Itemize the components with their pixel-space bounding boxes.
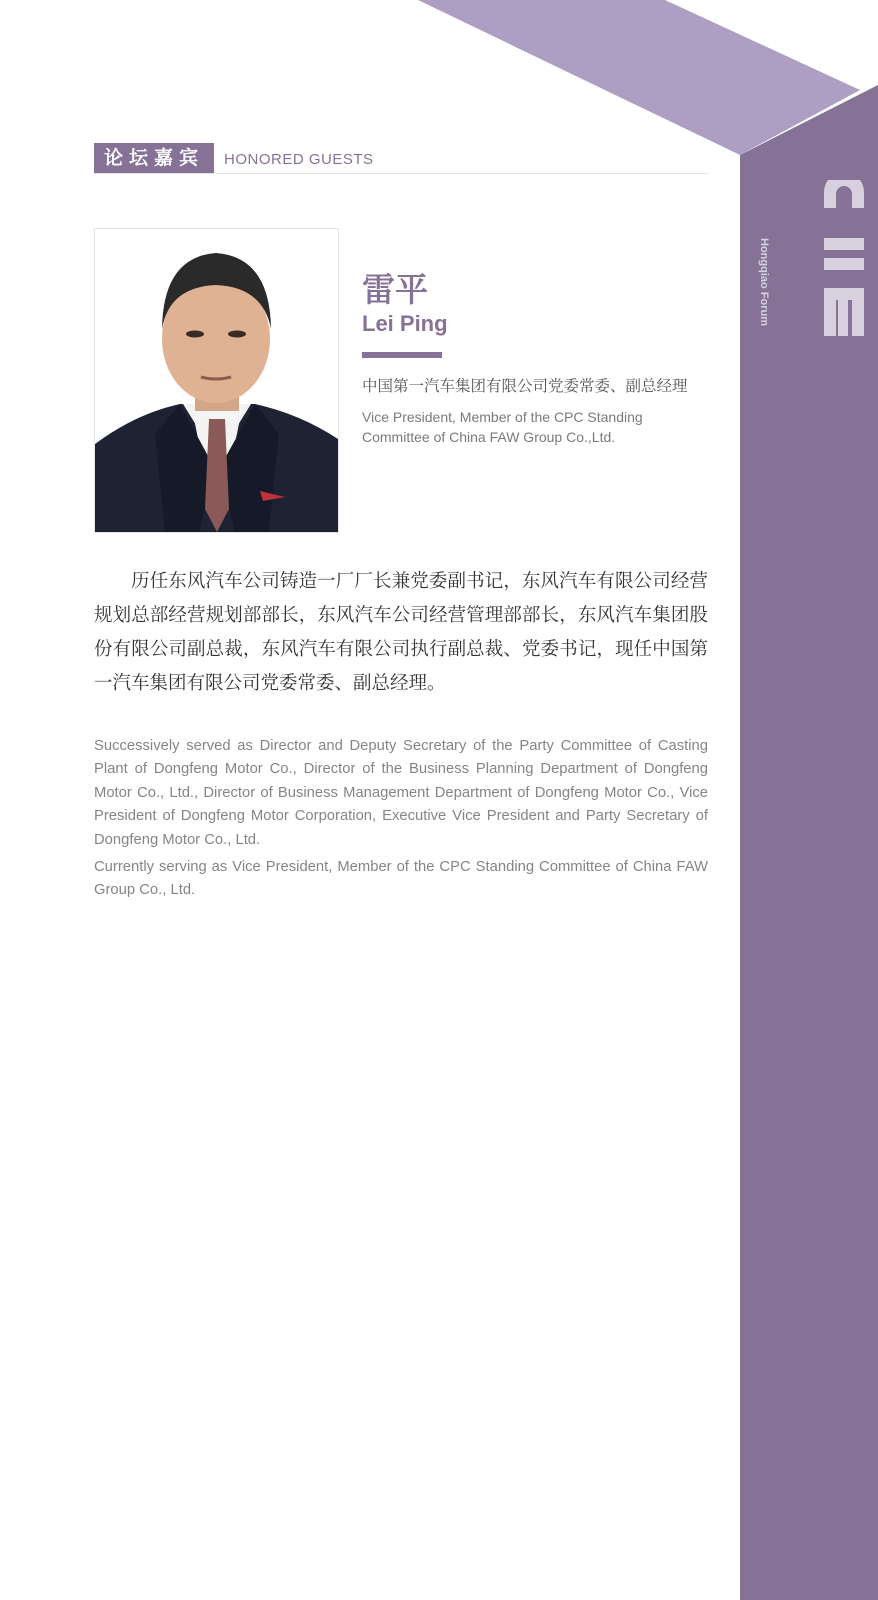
- name-divider: [362, 352, 442, 358]
- guest-name-en: Lei Ping: [362, 311, 448, 336]
- guest-photo: [94, 228, 339, 533]
- portrait-photo-icon: [95, 229, 338, 532]
- guest-name-cn: 雷平: [362, 270, 428, 309]
- guest-title-en: Vice President, Member of the CPC Standing Committee of China FAW Group Co.,Ltd.: [362, 409, 643, 445]
- bio-en-paragraph-2: Currently serving as Vice President, Member of the CPC Standing Committee of China FAW Group Co., Ltd.: [94, 859, 708, 899]
- section-header: [94, 143, 708, 174]
- section-tag-cn: 论坛嘉宾: [94, 143, 214, 173]
- section-tag-en: HONORED GUESTS: [224, 151, 374, 168]
- sidebar-logo: [740, 180, 878, 360]
- guest-title-cn: 中国第一汽车集团有限公司党委常委、副总经理: [362, 377, 688, 395]
- forum-label: Hongqiao Forum: [758, 238, 770, 326]
- bio-cn: 历任东风汽车公司铸造一厂厂长兼党委副书记，东风汽车有限公司经营规划总部经营规划部部长，东风汽车公司经营管理部部长，东风汽车集团股份有限公司副总裁，东风汽车有限公司执行副总裁、党委书记，现任中国第一汽车集团有限公司党委常委、副总经理。: [94, 571, 708, 694]
- bio-en-paragraph-1: Successively served as Director and Deputy Secretary of the Party Committee of Casting Plant of Dongfeng Motor Co., Director of the Business Planning Department of Dongfeng Motor Co., Ltd., Director of Business Management Department of Dongfeng Motor Co., Vice President of Dongfeng Motor Corporation, Executive Vice President and Party Secretary of Dongfeng Motor Co., Ltd.: [94, 738, 708, 848]
